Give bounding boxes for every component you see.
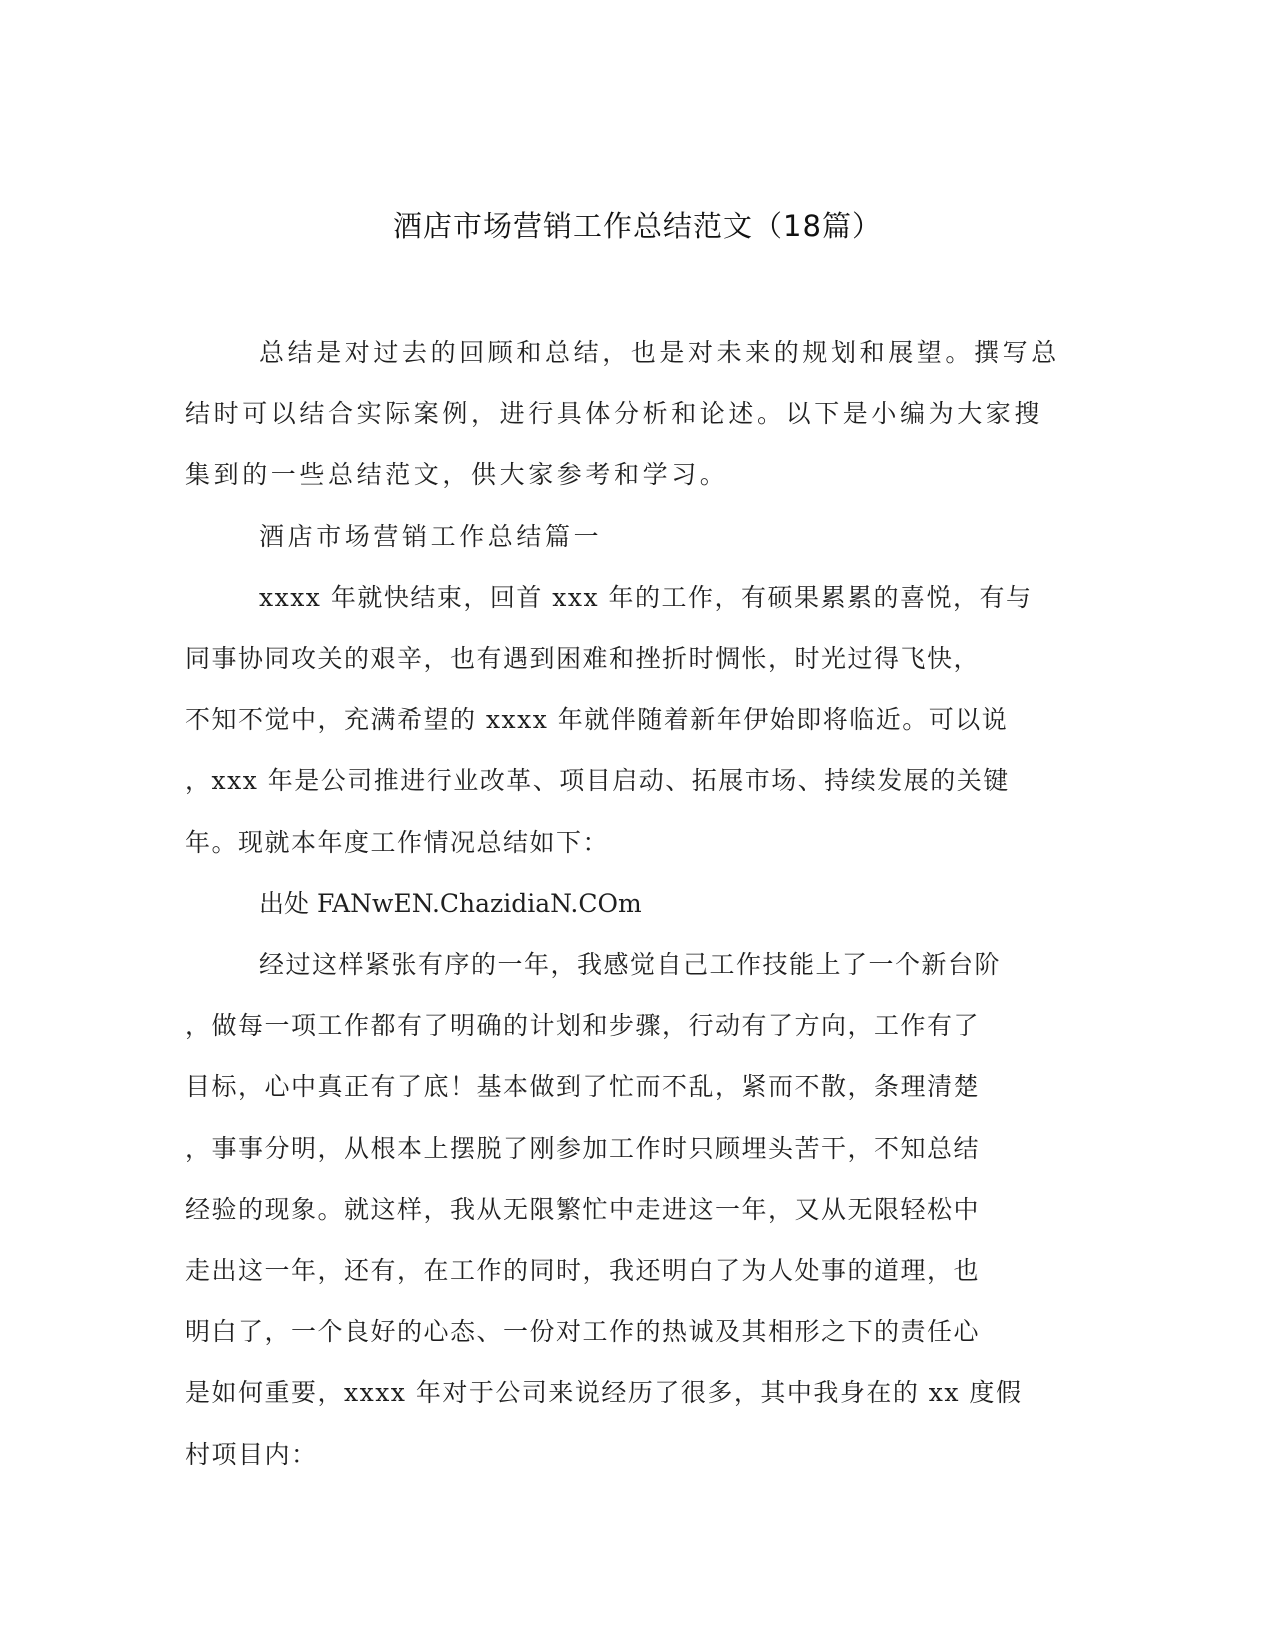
text-line: 集到的一些总结范文，供大家参考和学习。 — [185, 460, 729, 490]
text-line: 是如何重要，xxxx 年对于公司来说经历了很多，其中我身在的 xx 度假 — [185, 1378, 1023, 1408]
text-line: 总结是对过去的回顾和总结，也是对未来的规划和展望。撰写总 — [259, 338, 1060, 367]
text-line: ，做每一项工作都有了明确的计划和步骤，行动有了方向，工作有了 — [185, 1011, 981, 1041]
text-line: 目标，心中真正有了底！基本做到了忙而不乱，紧而不散，条理清楚 — [185, 1072, 981, 1102]
text-line: 经过这样紧张有序的一年，我感觉自己工作技能上了一个新台阶 — [259, 950, 1002, 980]
text-line: 结时可以结合实际案例，进行具体分析和论述。以下是小编为大家搜 — [185, 399, 1044, 429]
paragraph-intro — [185, 322, 1085, 506]
text-line: 不知不觉中，充满希望的 xxxx 年就伴随着新年伊始即将临近。可以说 — [185, 705, 1009, 735]
text-line: ，xxx 年是公司推进行业改革、项目启动、拓展市场、持续发展的关键 — [185, 766, 1010, 796]
text-line: 经验的现象。就这样，我从无限繁忙中走进这一年，又从无限轻松中 — [185, 1194, 981, 1224]
text-line: xxxx 年就快结束，回首 xxx 年的工作，有硕果累累的喜悦，有与 — [259, 582, 1033, 612]
text-line: 村项目内： — [185, 1439, 318, 1469]
text-line: 年。现就本年度工作情况总结如下： — [185, 827, 610, 857]
text-line: ，事事分明，从根本上摆脱了刚参加工作时只顾埋头苦干，不知总结 — [185, 1133, 981, 1163]
text-line: 明白了，一个良好的心态、一份对工作的热诚及其相形之下的责任心 — [185, 1317, 981, 1347]
source-line — [185, 873, 1085, 934]
document-title: 酒店市场营销工作总结范文（18篇） — [393, 209, 882, 243]
text-line: 酒店市场营销工作总结篇一 — [259, 521, 603, 551]
paragraph-experience — [185, 934, 1085, 1485]
text-line: 走出这一年，还有，在工作的同时，我还明白了为人处事的道理，也 — [185, 1256, 981, 1286]
text-line: 出处 FANwEN.ChazidiaN.COm — [259, 888, 642, 918]
paragraph-review — [185, 567, 1085, 873]
document-body — [185, 322, 1085, 1485]
section-heading-1 — [185, 506, 1085, 567]
text-line: 同事协同攻关的艰辛，也有遇到困难和挫折时惆怅，时光过得飞快， — [185, 644, 981, 674]
